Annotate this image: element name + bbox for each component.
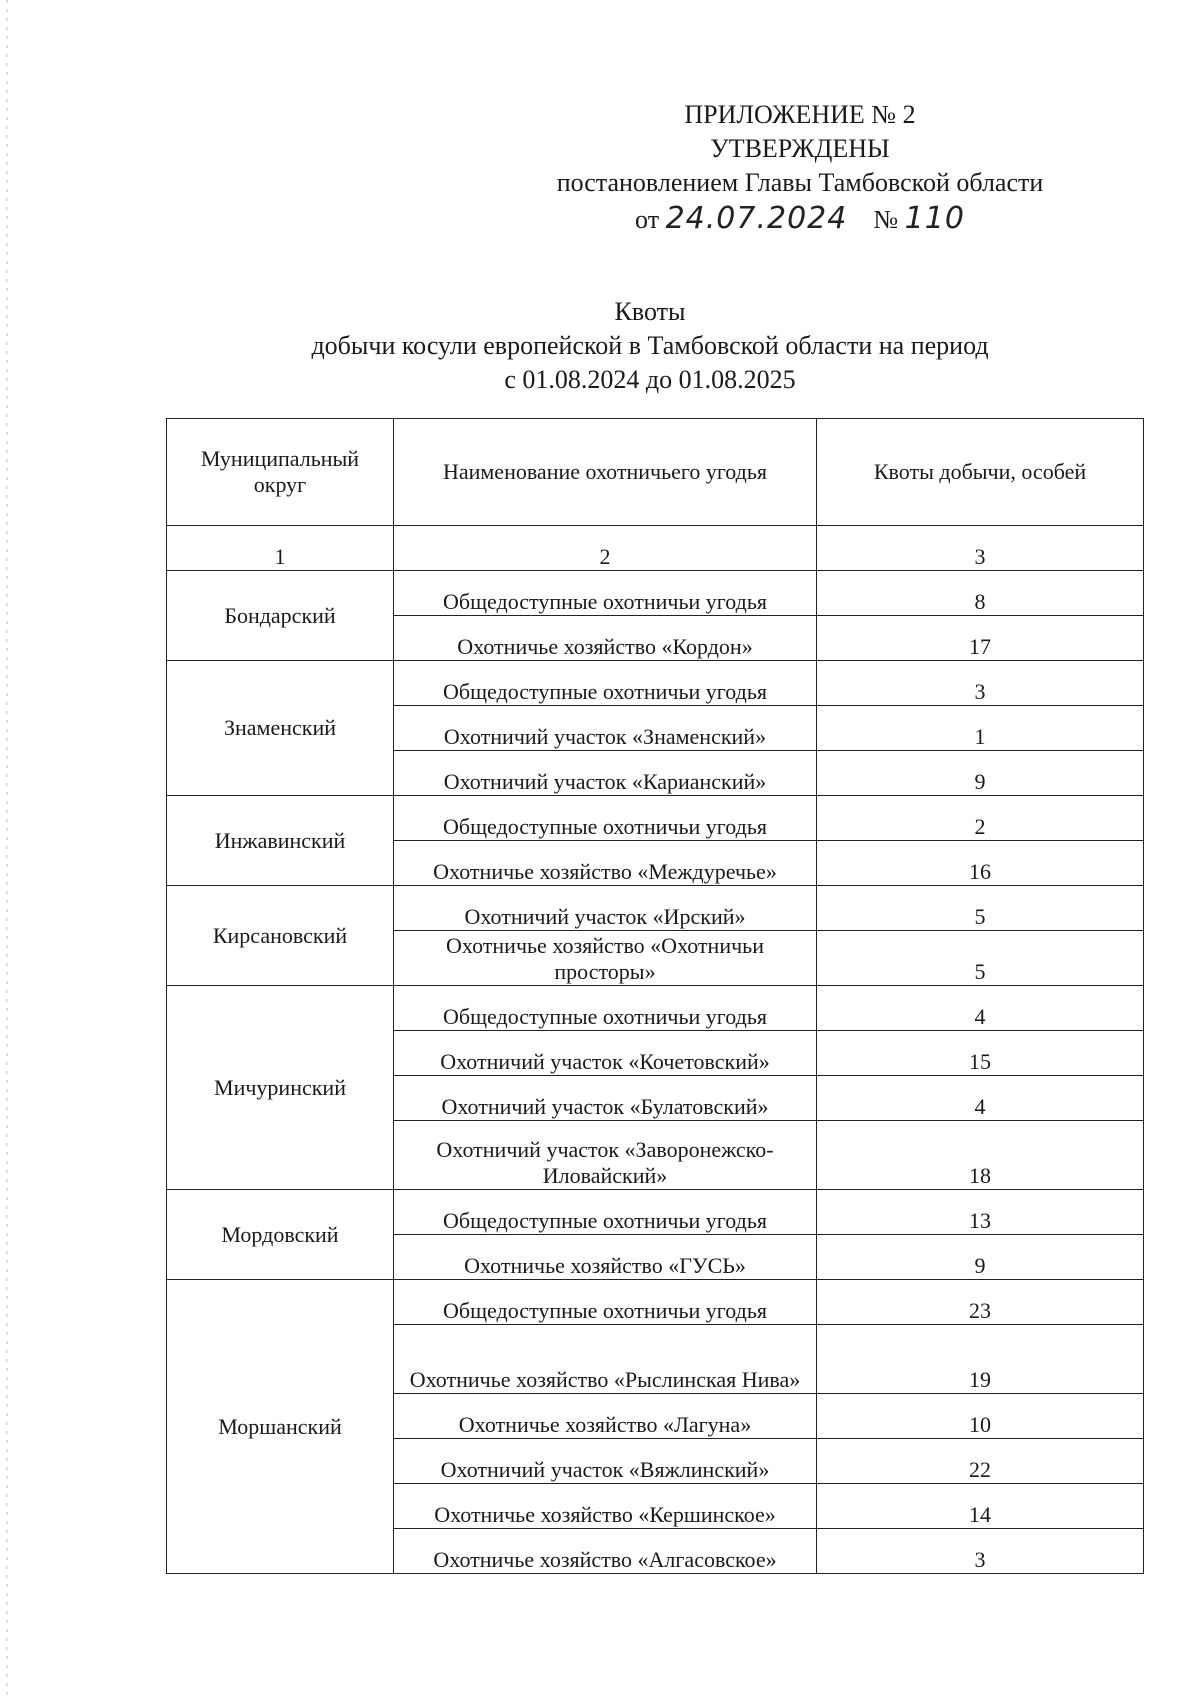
document-title	[160, 295, 1140, 397]
quota-cell: 3	[817, 1529, 1144, 1574]
title-line-1: Квоты	[614, 297, 686, 326]
quota-cell: 2	[817, 796, 1144, 841]
hunting-area-cell: Общедоступные охотничьи угодья	[394, 1280, 817, 1325]
date-prefix: от	[635, 205, 660, 234]
hunting-area-cell: Охотничье хозяйство «Рыслинская Нива»	[394, 1325, 817, 1394]
quota-cell: 10	[817, 1394, 1144, 1439]
title-line-3: с 01.08.2024 до 01.08.2025	[504, 365, 796, 394]
quota-cell: 9	[817, 1235, 1144, 1280]
quota-cell: 13	[817, 1190, 1144, 1235]
hunting-area-cell: Охотничье хозяйство «Междуречье»	[394, 841, 817, 886]
district-cell: Знаменский	[167, 661, 394, 796]
hunting-area-cell: Охотничье хозяйство «Алгасовское»	[394, 1529, 817, 1574]
hunting-area-cell: Охотничье хозяйство «Лагуна»	[394, 1394, 817, 1439]
hunting-area-cell: Охотничье хозяйство «Кордон»	[394, 616, 817, 661]
quota-cell: 19	[817, 1325, 1144, 1394]
scan-edge-artifact	[6, 0, 8, 1697]
quota-cell: 1	[817, 706, 1144, 751]
district-cell: Мичуринский	[167, 986, 394, 1190]
hunting-area-cell: Охотничий участок «Вяжлинский»	[394, 1439, 817, 1484]
header-area: Наименование охотничьего угодья	[394, 419, 817, 526]
table-header-row	[167, 419, 1144, 526]
quota-cell: 14	[817, 1484, 1144, 1529]
hunting-area-cell: Общедоступные охотничьи угодья	[394, 571, 817, 616]
hunting-area-cell: Общедоступные охотничьи угодья	[394, 1190, 817, 1235]
quota-cell: 5	[817, 886, 1144, 931]
hunting-area-cell: Охотничий участок «Знаменский»	[394, 706, 817, 751]
hunting-area-cell: Охотничий участок «Заворонежско-Иловайский»	[394, 1121, 817, 1190]
column-number: 2	[394, 526, 817, 571]
handwritten-number: 110	[904, 201, 965, 236]
quota-cell: 3	[817, 661, 1144, 706]
hunting-area-cell: Охотничий участок «Ирский»	[394, 886, 817, 931]
column-number-row	[167, 526, 1144, 571]
table-row	[167, 1190, 1144, 1235]
district-cell: Бондарский	[167, 571, 394, 661]
quota-cell: 9	[817, 751, 1144, 796]
table-row	[167, 986, 1144, 1031]
decree-label: постановлением Главы Тамбовской области	[556, 168, 1044, 197]
table-row	[167, 1280, 1144, 1325]
column-number: 1	[167, 526, 394, 571]
quota-cell: 5	[817, 931, 1144, 986]
hunting-area-cell: Общедоступные охотничьи угодья	[394, 661, 817, 706]
quota-cell: 17	[817, 616, 1144, 661]
hunting-area-cell: Охотничье хозяйство «ГУСЬ»	[394, 1235, 817, 1280]
district-cell: Инжавинский	[167, 796, 394, 886]
handwritten-date: 24.07.2024	[665, 201, 848, 236]
table-row	[167, 796, 1144, 841]
district-cell: Кирсановский	[167, 886, 394, 986]
header-district: Муниципальный округ	[167, 419, 394, 526]
decree-date-line	[520, 202, 1080, 237]
quota-cell: 16	[817, 841, 1144, 886]
number-prefix: №	[873, 205, 899, 234]
table-row	[167, 571, 1144, 616]
district-cell: Мордовский	[167, 1190, 394, 1280]
quota-cell: 22	[817, 1439, 1144, 1484]
appendix-label: ПРИЛОЖЕНИЕ № 2	[684, 100, 916, 129]
quota-cell: 15	[817, 1031, 1144, 1076]
title-line-2: добычи косули европейской в Тамбовской области на период	[311, 331, 989, 360]
table-row	[167, 886, 1144, 931]
header-quota: Квоты добычи, особей	[817, 419, 1144, 526]
quota-cell: 18	[817, 1121, 1144, 1190]
quota-table	[166, 418, 1144, 1574]
hunting-area-cell: Охотничий участок «Кочетовский»	[394, 1031, 817, 1076]
table-row	[167, 661, 1144, 706]
column-number: 3	[817, 526, 1144, 571]
hunting-area-cell: Охотничье хозяйство «Кершинское»	[394, 1484, 817, 1529]
hunting-area-cell: Общедоступные охотничьи угодья	[394, 986, 817, 1031]
district-cell: Моршанский	[167, 1280, 394, 1574]
quota-cell: 23	[817, 1280, 1144, 1325]
hunting-area-cell: Общедоступные охотничьи угодья	[394, 796, 817, 841]
hunting-area-cell: Охотничье хозяйство «Охотничьи просторы»	[394, 931, 817, 986]
document-header	[520, 98, 1080, 237]
quota-cell: 4	[817, 986, 1144, 1031]
hunting-area-cell: Охотничий участок «Карианский»	[394, 751, 817, 796]
approved-label: УТВЕРЖДЕНЫ	[710, 134, 890, 163]
quota-cell: 4	[817, 1076, 1144, 1121]
quota-cell: 8	[817, 571, 1144, 616]
hunting-area-cell: Охотничий участок «Булатовский»	[394, 1076, 817, 1121]
